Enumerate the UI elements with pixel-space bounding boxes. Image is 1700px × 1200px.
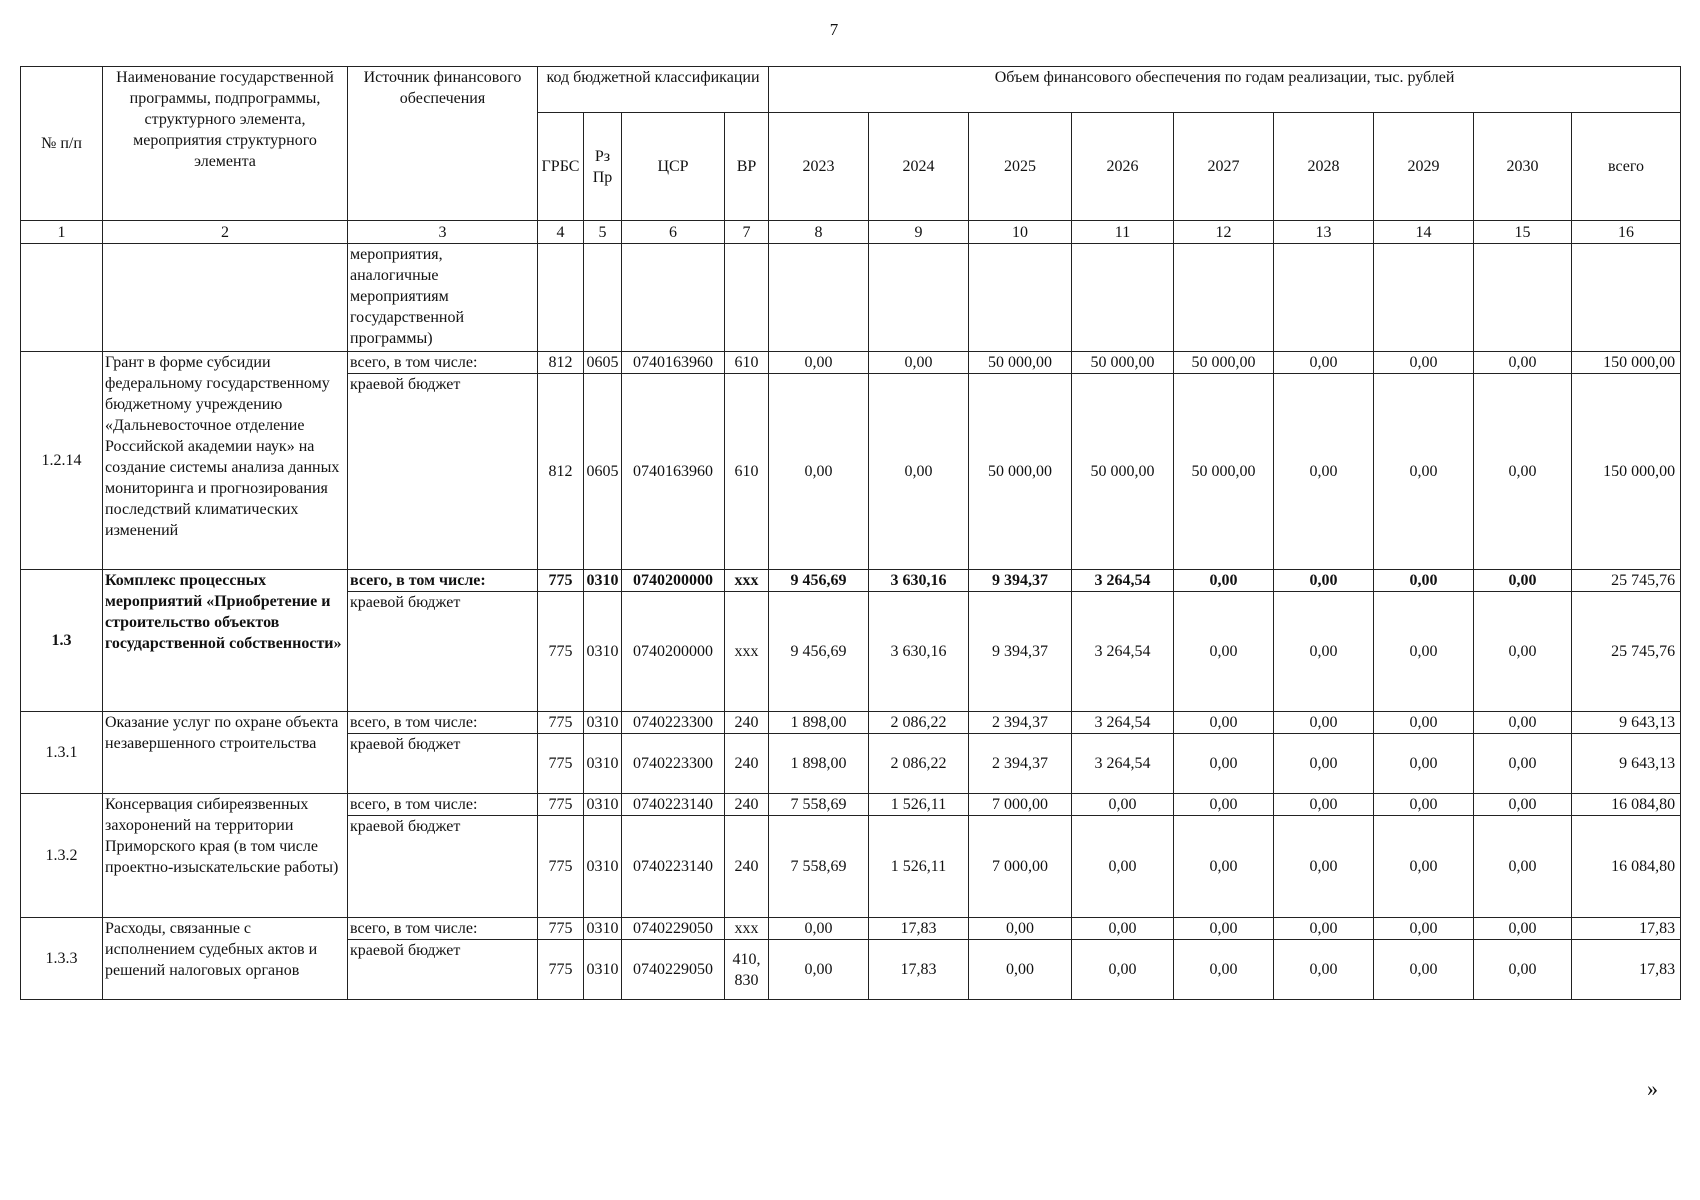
year-value-cell: 3 264,54 [1072,570,1174,592]
grbs-cell: 775 [538,816,584,918]
column-number: 7 [725,221,769,244]
header-year: 2026 [1072,113,1174,221]
year-value-cell: 0,00 [1274,374,1374,570]
year-value-cell: 0,00 [1374,940,1474,1000]
column-number: 14 [1374,221,1474,244]
vr-cell: ххх [725,918,769,940]
header-year: 2024 [869,113,969,221]
year-value-cell: 9 394,37 [969,592,1072,712]
year-value-cell: 50 000,00 [1072,374,1174,570]
rzpr-cell: 0310 [584,918,622,940]
rzpr-cell: 0310 [584,592,622,712]
year-value-cell: 0,00 [1374,570,1474,592]
year-value-cell: 0,00 [1174,794,1274,816]
year-value-cell: 0,00 [1374,374,1474,570]
column-number: 11 [1072,221,1174,244]
year-value-cell: 0,00 [1072,918,1174,940]
year-value-cell: 7 558,69 [769,794,869,816]
year-value-cell: 0,00 [1374,352,1474,374]
year-value-cell: 0,00 [1474,712,1572,734]
source-cell: всего, в том числе: [348,570,538,592]
column-number: 3 [348,221,538,244]
year-value-cell: 0,00 [1374,816,1474,918]
row-name: Оказание услуг по охране объекта незавершенного строительства [103,712,348,794]
row-number: 1.3.3 [21,918,103,1000]
year-value-cell: 0,00 [1374,592,1474,712]
rzpr-cell: 0605 [584,352,622,374]
total-cell: 17,83 [1572,918,1681,940]
year-value-cell: 1 898,00 [769,712,869,734]
row-name: Грант в форме субсидии федеральному государственному бюджетному учреждению «Дальневосточное отделение Российской академии наук» на создание системы анализа данных мониторинга и прогнозирования последствий климатических изменений [103,352,348,570]
continuation-row [21,244,1681,352]
header-source: Источник финансового обеспечения [348,67,538,221]
csr-cell: 0740163960 [622,374,725,570]
year-value-cell: 0,00 [1474,816,1572,918]
year-value-cell: 2 086,22 [869,734,969,794]
grbs-cell: 775 [538,592,584,712]
year-value-cell: 0,00 [1174,570,1274,592]
year-value-cell: 0,00 [1474,940,1572,1000]
year-value-cell: 0,00 [1072,940,1174,1000]
year-value-cell: 2 394,37 [969,734,1072,794]
header-year: 2023 [769,113,869,221]
year-value-cell: 17,83 [869,918,969,940]
csr-cell: 0740223300 [622,734,725,794]
year-value-cell: 0,00 [1274,592,1374,712]
year-value-cell: 0,00 [1174,592,1274,712]
year-value-cell: 0,00 [1474,352,1572,374]
year-value-cell: 7 000,00 [969,816,1072,918]
header-vr: ВР [725,113,769,221]
source-cell: краевой бюджет [348,374,538,570]
year-value-cell: 0,00 [1474,570,1572,592]
grbs-cell: 775 [538,570,584,592]
year-value-cell: 0,00 [1374,794,1474,816]
grbs-cell: 812 [538,374,584,570]
csr-cell: 0740223140 [622,794,725,816]
total-cell: 17,83 [1572,940,1681,1000]
row-number: 1.3.1 [21,712,103,794]
source-cell: краевой бюджет [348,734,538,794]
source-cell: всего, в том числе: [348,712,538,734]
year-value-cell: 0,00 [1174,712,1274,734]
row-number: 1.3 [21,570,103,712]
year-value-cell: 3 630,16 [869,592,969,712]
csr-cell: 0740229050 [622,918,725,940]
year-value-cell: 0,00 [1474,734,1572,794]
vr-cell: 240 [725,734,769,794]
column-number: 12 [1174,221,1274,244]
csr-cell: 0740200000 [622,592,725,712]
year-value-cell: 0,00 [1274,940,1374,1000]
rzpr-cell: 0310 [584,712,622,734]
year-value-cell: 0,00 [869,374,969,570]
total-cell: 9 643,13 [1572,712,1681,734]
vr-cell: 410, 830 [725,940,769,1000]
column-number: 15 [1474,221,1572,244]
total-cell: 16 084,80 [1572,794,1681,816]
source-cell: краевой бюджет [348,816,538,918]
source-cell: всего, в том числе: [348,794,538,816]
csr-cell: 0740200000 [622,570,725,592]
year-value-cell: 0,00 [869,352,969,374]
column-number: 5 [584,221,622,244]
source-cell: всего, в том числе: [348,352,538,374]
total-cell: 16 084,80 [1572,816,1681,918]
header-year: 2027 [1174,113,1274,221]
header-budget-code: код бюджетной классификации [538,67,769,113]
header-csr: ЦСР [622,113,725,221]
vr-cell: 240 [725,712,769,734]
year-value-cell: 50 000,00 [969,374,1072,570]
header-name: Наименование государственной программы, подпрограммы, структурного элемента, мероприятия структурного элемента [103,67,348,221]
rzpr-cell: 0310 [584,816,622,918]
year-value-cell: 50 000,00 [1072,352,1174,374]
year-value-cell: 0,00 [1174,816,1274,918]
table-row-total [21,712,1681,734]
table-row-total [21,352,1681,374]
year-value-cell: 9 456,69 [769,592,869,712]
header-year: 2030 [1474,113,1572,221]
year-value-cell: 0,00 [1274,734,1374,794]
finance-table-wrapper [20,66,1681,1000]
source-cell: всего, в том числе: [348,918,538,940]
year-value-cell: 0,00 [1474,592,1572,712]
rzpr-cell: 0310 [584,570,622,592]
rzpr-cell: 0310 [584,794,622,816]
grbs-cell: 775 [538,734,584,794]
year-value-cell: 7 000,00 [969,794,1072,816]
column-number: 9 [869,221,969,244]
header-rzpr: Рз Пр [584,113,622,221]
year-value-cell: 9 456,69 [769,570,869,592]
year-value-cell: 0,00 [1072,816,1174,918]
header-year: 2029 [1374,113,1474,221]
grbs-cell: 775 [538,940,584,1000]
page-number: 7 [829,20,839,39]
column-number: 13 [1274,221,1374,244]
total-cell: 25 745,76 [1572,592,1681,712]
year-value-cell: 0,00 [1474,918,1572,940]
year-value-cell: 0,00 [1274,570,1374,592]
csr-cell: 0740163960 [622,352,725,374]
year-value-cell: 0,00 [1474,794,1572,816]
header-num: № п/п [21,67,103,221]
csr-cell: 0740223140 [622,816,725,918]
table-row-total [21,794,1681,816]
column-number-row [21,221,1681,244]
year-value-cell: 0,00 [1374,918,1474,940]
header-volume: Объем финансового обеспечения по годам реализации, тыс. рублей [769,67,1681,113]
year-value-cell: 3 264,54 [1072,712,1174,734]
column-number: 2 [103,221,348,244]
vr-cell: 610 [725,352,769,374]
header-total: всего [1572,113,1681,221]
rzpr-cell: 0310 [584,940,622,1000]
year-value-cell: 50 000,00 [969,352,1072,374]
grbs-cell: 775 [538,918,584,940]
rzpr-cell: 0605 [584,374,622,570]
source-cell: краевой бюджет [348,940,538,1000]
table-row-total [21,570,1681,592]
column-number: 10 [969,221,1072,244]
vr-cell: ххх [725,570,769,592]
year-value-cell: 0,00 [769,352,869,374]
source-cell: мероприятия, аналогичные мероприятиям государственной программы) [348,244,538,352]
vr-cell: 240 [725,794,769,816]
year-value-cell: 9 394,37 [969,570,1072,592]
column-number: 1 [21,221,103,244]
vr-cell: 610 [725,374,769,570]
table-row-total [21,918,1681,940]
year-value-cell: 50 000,00 [1174,374,1274,570]
column-number: 4 [538,221,584,244]
year-value-cell: 0,00 [769,940,869,1000]
column-number: 6 [622,221,725,244]
year-value-cell: 0,00 [1072,794,1174,816]
year-value-cell: 2 394,37 [969,712,1072,734]
column-number: 16 [1572,221,1681,244]
row-number: 1.2.14 [21,352,103,570]
source-cell: краевой бюджет [348,592,538,712]
vr-cell: ххх [725,592,769,712]
column-number: 8 [769,221,869,244]
header-year: 2028 [1274,113,1374,221]
total-cell: 9 643,13 [1572,734,1681,794]
rzpr-cell: 0310 [584,734,622,794]
year-value-cell: 3 264,54 [1072,734,1174,794]
total-cell: 150 000,00 [1572,352,1681,374]
year-value-cell: 0,00 [769,918,869,940]
grbs-cell: 812 [538,352,584,374]
year-value-cell: 0,00 [969,918,1072,940]
year-value-cell: 3 264,54 [1072,592,1174,712]
row-number: 1.3.2 [21,794,103,918]
row-name: Комплекс процессных мероприятий «Приобретение и строительство объектов государственной собственности» [103,570,348,712]
year-value-cell: 0,00 [1274,816,1374,918]
closing-quote-mark: » [1647,1076,1658,1101]
year-value-cell: 50 000,00 [1174,352,1274,374]
year-value-cell: 1 898,00 [769,734,869,794]
row-name: Расходы, связанные с исполнением судебных актов и решений налоговых органов [103,918,348,1000]
row-name: Консервация сибиреязвенных захоронений на территории Приморского края (в том числе проектно-изыскательские работы) [103,794,348,918]
year-value-cell: 0,00 [769,374,869,570]
header-year: 2025 [969,113,1072,221]
vr-cell: 240 [725,816,769,918]
grbs-cell: 775 [538,794,584,816]
year-value-cell: 2 086,22 [869,712,969,734]
year-value-cell: 0,00 [1474,374,1572,570]
year-value-cell: 0,00 [1174,734,1274,794]
year-value-cell: 0,00 [1274,794,1374,816]
year-value-cell: 0,00 [969,940,1072,1000]
csr-cell: 0740223300 [622,712,725,734]
header-grbs: ГРБС [538,113,584,221]
year-value-cell: 7 558,69 [769,816,869,918]
csr-cell: 0740229050 [622,940,725,1000]
year-value-cell: 0,00 [1174,918,1274,940]
finance-table [20,66,1681,1000]
year-value-cell: 0,00 [1274,918,1374,940]
year-value-cell: 1 526,11 [869,794,969,816]
total-cell: 25 745,76 [1572,570,1681,592]
year-value-cell: 0,00 [1274,712,1374,734]
year-value-cell: 0,00 [1174,940,1274,1000]
total-cell: 150 000,00 [1572,374,1681,570]
year-value-cell: 3 630,16 [869,570,969,592]
year-value-cell: 0,00 [1374,712,1474,734]
grbs-cell: 775 [538,712,584,734]
year-value-cell: 0,00 [1374,734,1474,794]
year-value-cell: 17,83 [869,940,969,1000]
year-value-cell: 0,00 [1274,352,1374,374]
year-value-cell: 1 526,11 [869,816,969,918]
